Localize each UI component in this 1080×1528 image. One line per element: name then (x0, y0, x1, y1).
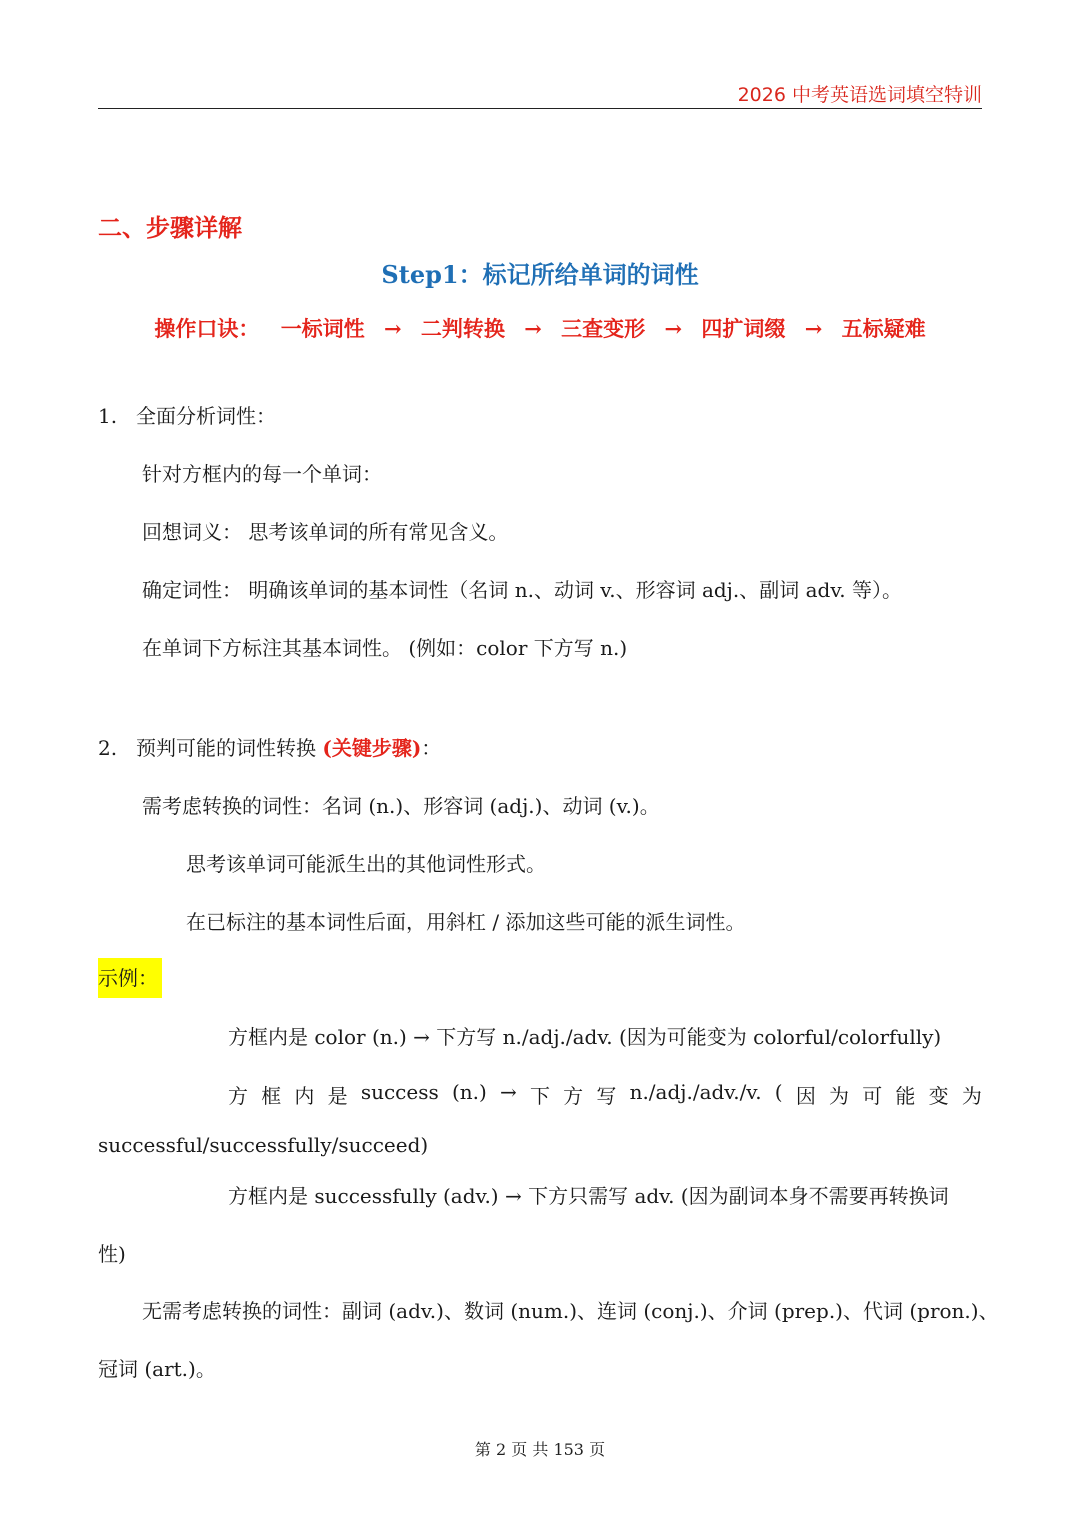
example-label-highlight: 示例： (98, 958, 162, 998)
example-2-token: 内 (294, 1084, 315, 1108)
arrow-icon: → (804, 316, 823, 341)
need-convert-line: 需考虑转换的词性：名词 (n.)、形容词 (adj.)、动词 (v.)。 (142, 794, 660, 818)
example-2-token: 变 (928, 1084, 949, 1108)
item2-title: 预判可能的词性转换 (136, 736, 316, 760)
example-2-token: 方 (228, 1084, 248, 1108)
arrow-icon: → (664, 316, 683, 341)
item1-line-3: 确定词性： 明确该单词的基本词性（名词 n.、动词 v.、形容词 adj.、副词 adv. 等）。 (142, 578, 902, 602)
example-2-token: success (360, 1080, 439, 1104)
example-2-token: 方 (563, 1084, 584, 1108)
no-convert-cont: 冠词 (art.)。 (98, 1357, 216, 1381)
mnemonic-step-4: 四扩词缀 (701, 316, 786, 341)
example-2-cont: successful/successfully/succeed) (98, 1133, 429, 1157)
example-1: 方框内是 color (n.) → 下方写 n./adj./adv. (因为可能变为 colorful/colorfully) (228, 1025, 942, 1049)
example-2-token: (n.) (451, 1080, 487, 1104)
arrow-icon: → (384, 316, 402, 341)
mnemonic-line (0, 313, 1080, 343)
header-divider (98, 108, 982, 109)
sub-line-2: 在已标注的基本词性后面，用斜杠 / 添加这些可能的派生词性。 (186, 910, 746, 934)
item2-number: 2. (98, 736, 118, 760)
item1-line-4: 在单词下方标注其基本词性。 (例如：color 下方写 n.) (142, 636, 628, 660)
item1-line-1: 针对方框内的每一个单词： (142, 462, 382, 486)
section-heading: 二、步骤详解 (98, 213, 242, 242)
item1-heading (98, 402, 276, 430)
item1-title: 全面分析词性： (136, 404, 276, 428)
example-2-token: n./adj./adv./v. (629, 1080, 762, 1104)
example-3: 方框内是 successfully (adv.) → 下方只需写 adv. (因为副词本身不需要再转换词 (228, 1184, 949, 1208)
item2-heading (98, 734, 441, 762)
page-number: 第 2 页 共 153 页 (474, 1440, 606, 1459)
item1-number: 1. (98, 404, 118, 428)
example-2-token: 为 (829, 1084, 850, 1108)
example-2-token: 为 (961, 1084, 982, 1108)
key-step-badge: (关键步骤) (322, 736, 422, 760)
mnemonic-step-3: 三查变形 (561, 316, 646, 341)
example-2-token: ( (774, 1080, 783, 1104)
example-2-token: 下 (529, 1084, 550, 1108)
example-2-token: 因 (795, 1084, 816, 1108)
step-title: Step1：标记所给单词的词性 (381, 260, 699, 289)
example-3-cont: 性) (98, 1242, 126, 1266)
arrow-icon: → (499, 1080, 517, 1104)
example-2-token: 是 (327, 1084, 348, 1108)
arrow-icon: → (524, 316, 542, 341)
sub-line-1: 思考该单词可能派生出的其他词性形式。 (186, 852, 546, 876)
example-2-token: 写 (596, 1084, 617, 1108)
mnemonic-step-2: 二判转换 (420, 316, 505, 341)
example-2 (228, 1080, 982, 1109)
header-title: 2026 中考英语选词填空特训 (737, 84, 982, 106)
example-2-token: 能 (895, 1084, 916, 1108)
example-2-token: 可 (862, 1084, 883, 1108)
example-label (98, 964, 162, 992)
mnemonic-label: 操作口诀： (154, 316, 260, 341)
mnemonic-step-5: 五标疑难 (841, 316, 926, 341)
mnemonic-step-1: 一标词性 (280, 316, 365, 341)
item2-colon: ： (421, 736, 442, 760)
item1-line-2: 回想词义： 思考该单词的所有常见含义。 (142, 520, 509, 544)
example-2-token: 框 (261, 1084, 282, 1108)
no-convert-line: 无需考虑转换的词性：副词 (adv.)、数词 (num.)、连词 (conj.)、介词 (prep.)、代词 (pron.)、 (142, 1299, 999, 1323)
